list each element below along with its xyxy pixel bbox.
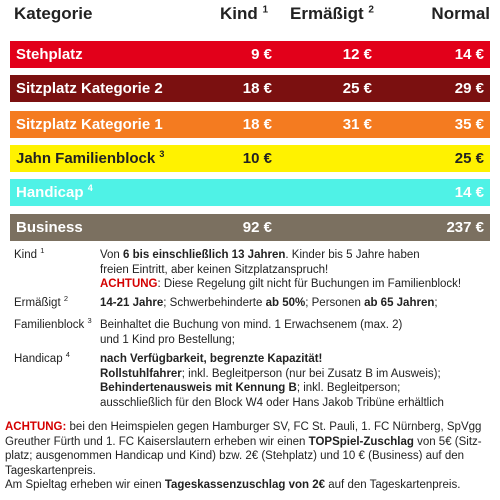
row-kind-price: 18 €: [242, 80, 272, 97]
legend-footnote: 2: [63, 294, 69, 304]
legend-line: [100, 248, 486, 263]
header-kind-label: Kind: [220, 4, 258, 23]
legend-footnote: 3: [87, 316, 92, 326]
header-ermaessigt-label: Ermäßigt: [290, 4, 364, 23]
legend-kind: [14, 248, 490, 292]
text: ;: [434, 297, 438, 309]
topspiel-note: [5, 420, 493, 498]
header-ermaessigt: [290, 4, 374, 24]
legend-footnote: 1: [40, 246, 45, 256]
price-row-handicap: [10, 179, 490, 206]
legend-term-label: Familienblock: [14, 319, 85, 331]
warning-label: ACHTUNG: [100, 278, 158, 290]
row-kind-price: 9 €: [251, 46, 272, 63]
price-row-business: [10, 214, 490, 241]
text-bold: 6 bis einschließlich 13 Jahren: [123, 249, 286, 261]
text: ; Schwerbehinderte: [163, 297, 266, 309]
text: bei den Heimspielen gegen Hamburger SV, FC St. Pauli, 1. FC Nürnberg, SpVgg: [66, 421, 482, 433]
legend-term: [14, 248, 44, 263]
row-kind-price: 18 €: [242, 116, 272, 133]
row-footnote: 4: [87, 183, 93, 193]
legend-footnote: 4: [65, 350, 70, 360]
text-bold: Tageskassenzuschlag von 2€: [164, 479, 326, 491]
row-ermaessigt-price: 25 €: [342, 80, 372, 97]
row-kind-price: 92 €: [242, 219, 272, 236]
text: ; inkl. Begleitperson;: [296, 382, 401, 394]
text: . Kinder bis 5 Jahre haben: [285, 249, 420, 261]
text: Von: [100, 249, 124, 261]
note-line: platz; ausgenommen Handicap und Kind) bzw. 2€ (Stehplatz) und 10 € (Business) auf den: [5, 450, 465, 462]
note-line: [5, 478, 493, 493]
legend-handicap: [14, 352, 490, 412]
legend-description: [100, 248, 486, 292]
legend-term-label: Ermäßigt: [14, 297, 61, 309]
legend-description: [100, 352, 486, 410]
price-row-sitzplatz-kat-2: [10, 75, 490, 102]
warning-label: ACHTUNG:: [5, 421, 67, 433]
price-row-stehplatz: [10, 41, 490, 68]
text-bold: Behindertenausweis mit Kennung B: [100, 382, 297, 394]
text: Am Spieltag erheben wir einen: [5, 479, 165, 491]
text-bold: ab 65 Jahren: [364, 297, 435, 309]
legend-line: und 1 Kind pro Bestellung;: [100, 333, 235, 346]
header-kind: [220, 4, 268, 24]
row-name: Sitzplatz Kategorie 1: [16, 116, 163, 133]
legend-term: [14, 318, 92, 333]
header-normal: Normal: [431, 4, 490, 23]
text-bold: 14-21 Jahre: [100, 297, 164, 309]
legend-line: [100, 352, 486, 367]
row-normal-price: 29 €: [454, 80, 484, 97]
row-kind-price: 10 €: [242, 150, 272, 167]
text: von 5€ (Sitz-: [413, 435, 482, 448]
row-name-label: Jahn Familienblock: [16, 150, 156, 167]
note-line: [5, 420, 493, 435]
text: : Diese Regelung gilt nicht für Buchungen im Familienblock!: [157, 278, 462, 290]
text: ; Personen: [305, 297, 365, 309]
row-normal-price: 14 €: [454, 184, 484, 201]
price-row-sitzplatz-kat-1: [10, 111, 490, 138]
legend-term-label: Kind: [14, 249, 38, 261]
text-bold: TOPSpiel-Zuschlag: [308, 435, 414, 448]
row-normal-price: 35 €: [454, 116, 484, 133]
header-ermaessigt-footnote: 2: [368, 4, 374, 16]
legend-line: freien Eintritt, aber keinen Sitzplatzanspruch!: [100, 263, 329, 276]
note-line: Tageskartenpreis.: [5, 464, 96, 477]
note-line: [5, 435, 493, 450]
legend-term-label: Handicap: [14, 353, 63, 365]
legend-term: [14, 352, 70, 367]
text: auf den Tageskartenpreis.: [325, 479, 461, 491]
legend-line: [100, 381, 486, 396]
legend-ermaessigt: [14, 296, 490, 312]
legend-line: Beinhaltet die Buchung von mind. 1 Erwachsenem (max. 2): [100, 319, 403, 331]
legend-term: [14, 296, 68, 311]
legend-line: [100, 277, 486, 292]
text-bold: Rollstuhlfahrer: [100, 367, 182, 380]
legend-line: ausschließlich für den Block W4 oder Hans Jakob Tribüne erhältlich: [100, 396, 444, 409]
header-kind-footnote: 1: [262, 4, 269, 16]
row-normal-price: 14 €: [454, 46, 484, 63]
row-name: Stehplatz: [16, 46, 83, 63]
row-normal-price: 25 €: [454, 150, 484, 167]
legend-line: [100, 367, 486, 382]
text: ; inkl. Begleitperson (nur bei Zusatz B im Ausweis);: [181, 367, 441, 380]
row-name: [16, 179, 93, 206]
row-name: [16, 145, 164, 172]
text-bold: nach Verfügbarkeit, begrenzte Kapazität!: [100, 353, 323, 365]
row-footnote: 3: [159, 149, 165, 159]
row-name: Business: [16, 219, 83, 236]
text: Greuther Fürth und 1. FC Kaiserslautern erheben wir einen: [5, 435, 309, 448]
row-name-label: Handicap: [16, 184, 84, 201]
legend-description: [100, 318, 486, 347]
price-row-jahn-familienblock: [10, 145, 490, 172]
header-kategorie: Kategorie: [14, 4, 93, 23]
text-bold: ab 50%: [265, 297, 306, 309]
row-ermaessigt-price: 12 €: [342, 46, 372, 63]
row-name: Sitzplatz Kategorie 2: [16, 80, 163, 97]
legend-familienblock: [14, 318, 490, 348]
row-ermaessigt-price: 31 €: [342, 116, 372, 133]
table-header: [14, 4, 490, 28]
legend-description: [100, 296, 486, 311]
row-normal-price: 237 €: [446, 219, 484, 236]
